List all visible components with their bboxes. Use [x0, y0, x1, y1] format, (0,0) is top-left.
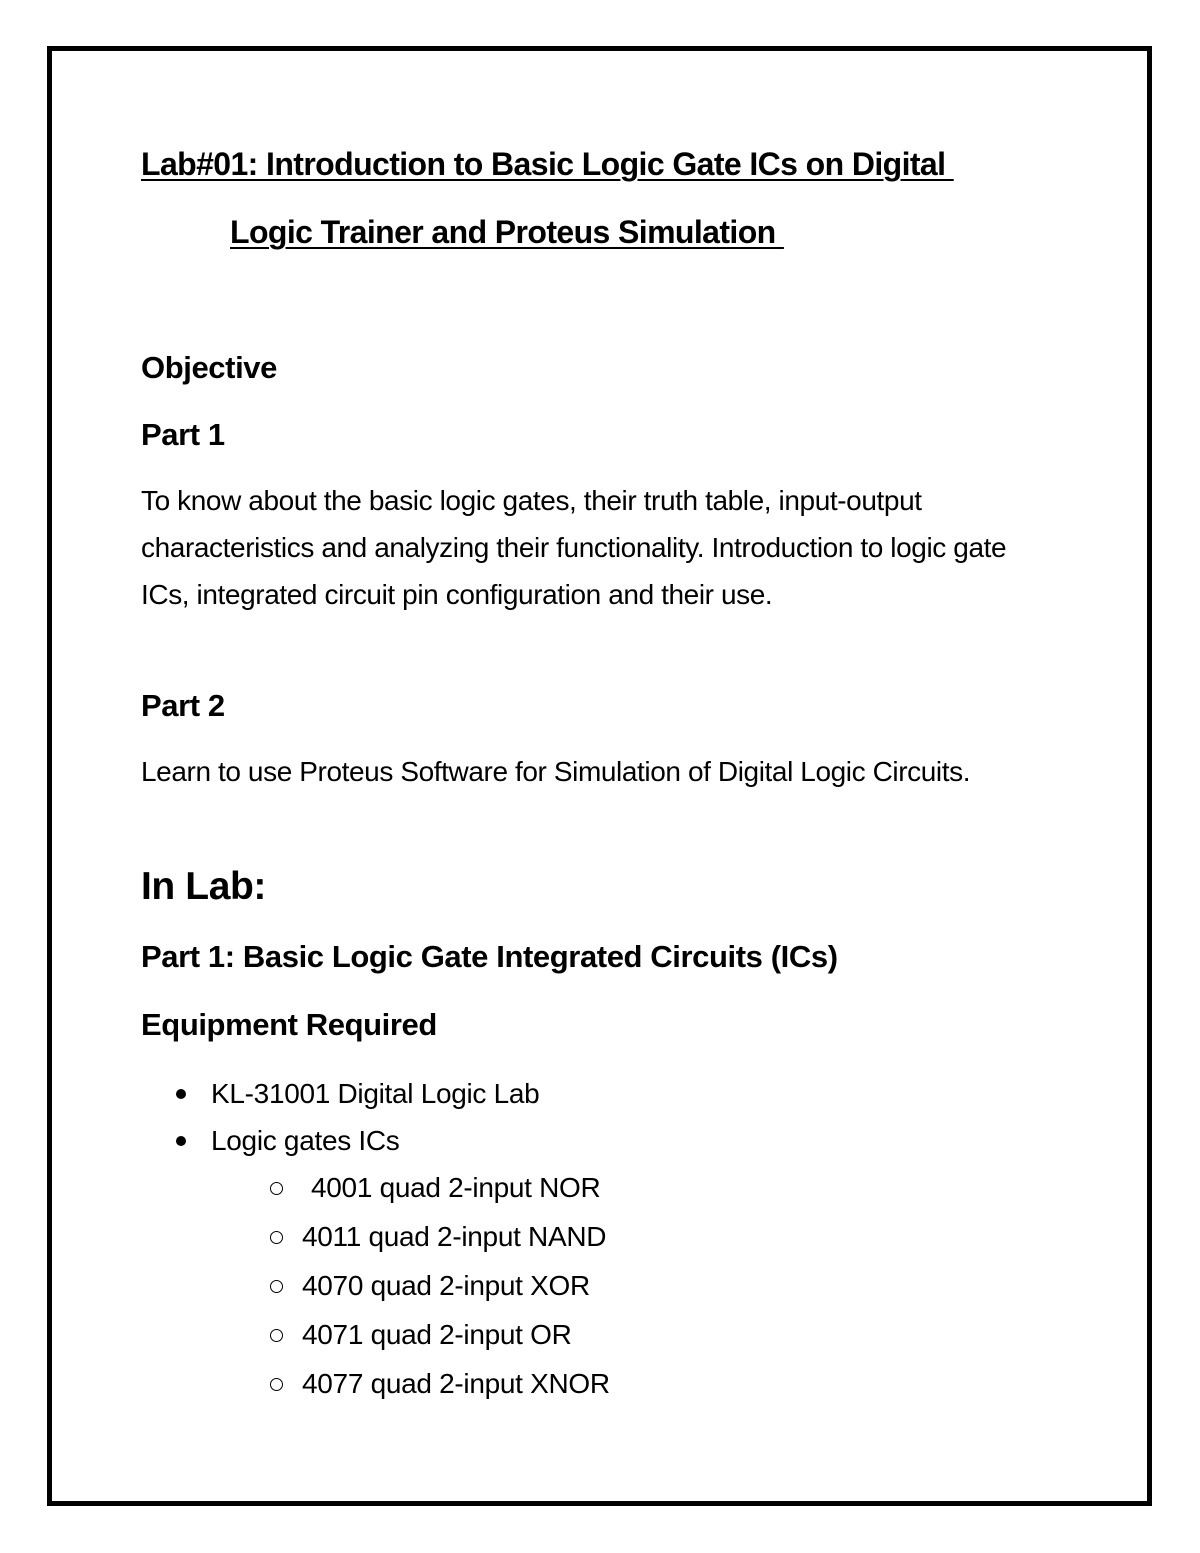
objective-part2-heading: Part 2 — [141, 688, 225, 723]
list-item — [141, 1117, 539, 1164]
in-lab-heading: In Lab: — [141, 865, 267, 908]
objective-part2-text: Learn to use Proteus Software for Simulation of Digital Logic Circuits. — [141, 756, 971, 787]
ic-item-label: 4077 quad 2-input XNOR — [302, 1368, 610, 1399]
list-item — [141, 1070, 539, 1117]
objective-heading: Objective — [141, 350, 277, 385]
hollow-bullet-icon — [270, 1329, 283, 1342]
equipment-list — [141, 1070, 539, 1164]
document-title-line-2: Logic Trainer and Proteus Simulation — [230, 214, 784, 250]
document-title-line-1: Lab#01: Introduction to Basic Logic Gate ICs on Digital — [141, 146, 954, 182]
hollow-bullet-icon — [270, 1280, 283, 1293]
list-item — [268, 1360, 610, 1409]
equipment-item-label: KL-31001 Digital Logic Lab — [211, 1078, 540, 1109]
ic-item-label: 4071 quad 2-input OR — [302, 1319, 572, 1350]
bullet-icon — [176, 1136, 186, 1146]
ic-item-label: 4011 quad 2-input NAND — [302, 1221, 607, 1252]
ic-list — [268, 1164, 610, 1409]
bullet-icon — [176, 1089, 186, 1099]
list-item — [268, 1311, 610, 1360]
hollow-bullet-icon — [270, 1182, 283, 1195]
list-item — [268, 1262, 610, 1311]
objective-part1-heading: Part 1 — [141, 417, 225, 452]
ic-item-label: 4001 quad 2-input NOR — [311, 1172, 601, 1203]
hollow-bullet-icon — [270, 1231, 283, 1244]
in-lab-part1-heading: Part 1: Basic Logic Gate Integrated Circuits (ICs) — [141, 939, 838, 974]
hollow-bullet-icon — [270, 1378, 283, 1391]
objective-part1-text: To know about the basic logic gates, their truth table, input-output characteristics and analyzing their functionality. Introduction to logic gate ICs, integrated circuit pin configuration and their use. — [141, 485, 1007, 610]
list-item — [268, 1213, 610, 1262]
list-item — [268, 1164, 610, 1213]
equipment-item-label: Logic gates ICs — [211, 1125, 400, 1156]
equipment-heading: Equipment Required — [141, 1007, 437, 1042]
ic-item-label: 4070 quad 2-input XOR — [302, 1270, 590, 1301]
